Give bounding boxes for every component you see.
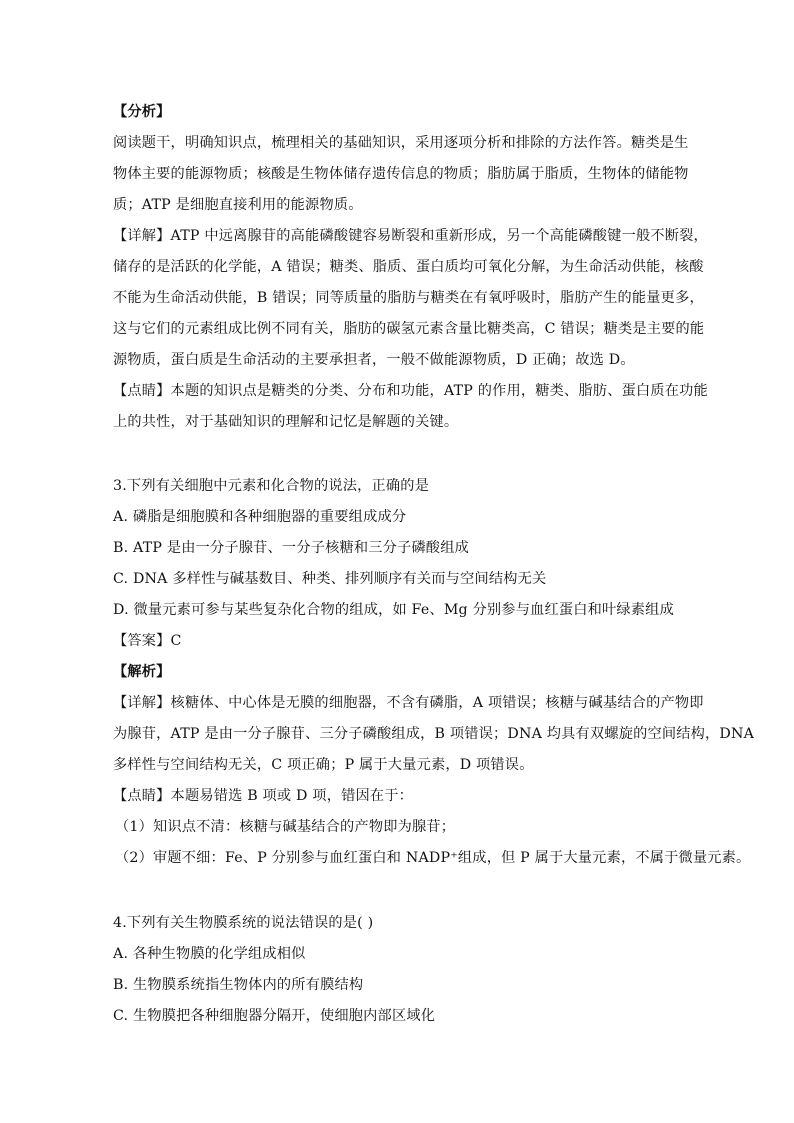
- question-4-stem: 4.下列有关生物膜系统的说法错误的是( ): [113, 915, 374, 931]
- q3-option-c: C. DNA 多样性与碱基数目、种类、排列顺序有关而与空间结构无关: [113, 571, 547, 587]
- q3-option-a: A. 磷脂是细胞膜和各种细胞器的重要组成成分: [113, 509, 407, 525]
- comment-line-1: 【点睛】本题的知识点是糖类的分类、分布和功能，ATP 的作用，糖类、脂肪、蛋白质在功能: [113, 383, 708, 399]
- detail-line-3: 不能为生命活动供能，B 错误；同等质量的脂肪与糖类在有氧呼吸时，脂肪产生的能量更多，: [113, 290, 704, 306]
- analysis-line-1: 阅读题干，明确知识点，梳理相关的基础知识，采用逐项分析和排除的方法作答。糖类是生: [113, 135, 689, 151]
- q3-option-b: B. ATP 是由一分子腺苷、一分子核糖和三分子磷酸组成: [113, 540, 469, 556]
- q3-detail-line-2: 为腺苷，ATP 是由一分子腺苷、三分子磷酸组成，B 项错误；DNA 均具有双螺旋的空间结构，DNA: [113, 726, 755, 742]
- analysis-heading: 【分析】: [113, 104, 171, 120]
- q3-option-d: D. 微量元素可参与某些复杂化合物的组成，如 Fe、Mg 分别参与血红蛋白和叶绿素组成: [113, 602, 674, 618]
- q3-analysis-heading: 【解析】: [113, 664, 171, 680]
- q3-comment-line-3: （2）审题不细：Fe、P 分别参与血红蛋白和 NADP⁺组成，但 P 属于大量元素，不属于微量元素。: [115, 850, 751, 866]
- q3-comment-line-2: （1）知识点不清：核糖与碱基结合的产物即为腺苷；: [115, 819, 456, 835]
- detail-line-1: 【详解】ATP 中远离腺苷的高能磷酸键容易断裂和重新形成，另一个高能磷酸键一般不断裂，: [113, 228, 708, 244]
- q3-detail-line-1: 【详解】核糖体、中心体是无膜的细胞器，不含有磷脂，A 项错误；核糖与碱基结合的产物即: [113, 695, 704, 711]
- detail-line-5: 源物质，蛋白质是生命活动的主要承担者，一般不做能源物质，D 正确；故选 D。: [113, 352, 635, 368]
- analysis-line-3: 质；ATP 是细胞直接利用的能源物质。: [113, 197, 363, 213]
- q3-answer: 【答案】C: [113, 633, 182, 649]
- analysis-line-2: 物体主要的能源物质；核酸是生物体储存遗传信息的物质；脂肪属于脂质，生物体的储能物: [113, 166, 689, 182]
- q3-detail-line-3: 多样性与空间结构无关，C 项正确；P 属于大量元素，D 项错误。: [113, 757, 534, 773]
- detail-line-2: 储存的是活跃的化学能，A 错误；糖类、脂质、蛋白质均可氧化分解，为生命活动供能，核酸: [113, 259, 704, 275]
- q3-comment-line-1: 【点睛】本题易错选 B 项或 D 项，错因在于：: [113, 788, 414, 804]
- detail-line-4: 这与它们的元素组成比例不同有关，脂肪的碳氢元素含量比糖类高，C 错误；糖类是主要的能: [113, 321, 705, 337]
- q4-option-b: B. 生物膜系统指生物体内的所有膜结构: [113, 977, 364, 993]
- question-3-stem: 3.下列有关细胞中元素和化合物的说法，正确的是: [113, 478, 430, 494]
- q4-option-a: A. 各种生物膜的化学组成相似: [113, 946, 306, 962]
- comment-line-2: 上的共性，对于基础知识的理解和记忆是解题的关键。: [113, 414, 459, 430]
- q4-option-c: C. 生物膜把各种细胞器分隔开，使细胞内部区域化: [113, 1008, 436, 1024]
